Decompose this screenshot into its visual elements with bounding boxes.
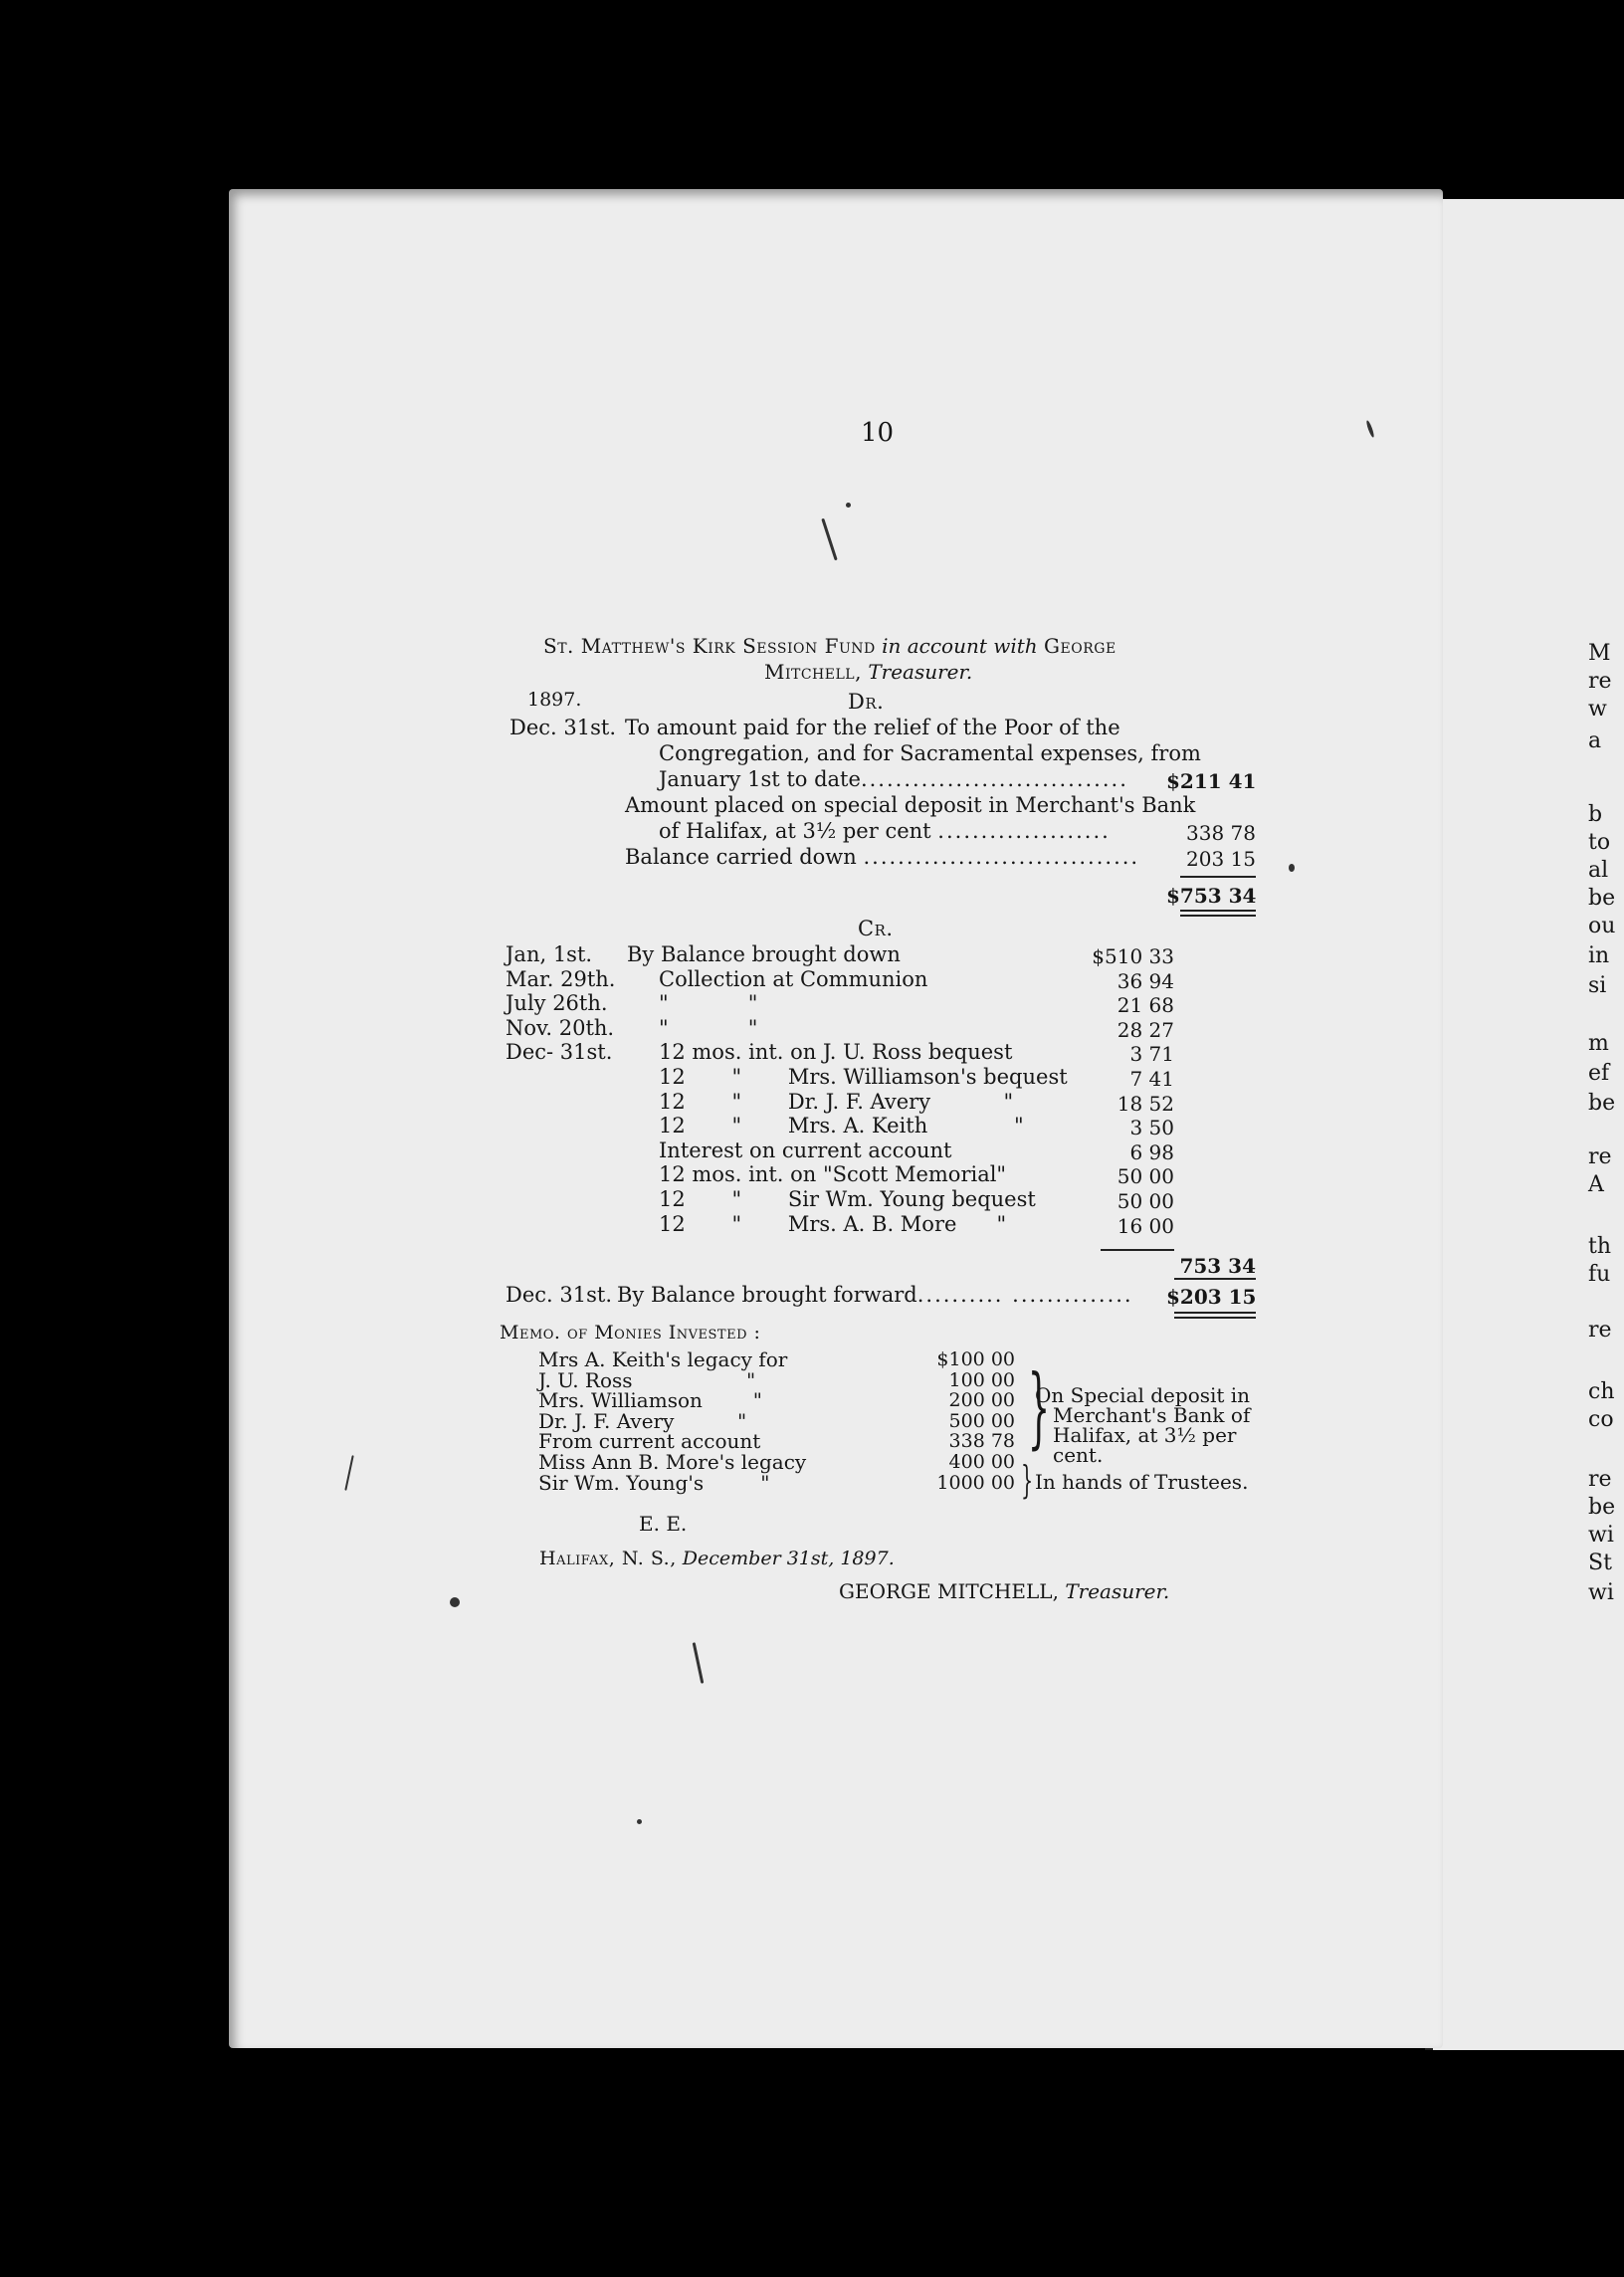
memo-amount: 400 00 — [948, 1451, 1015, 1473]
debit-total: $753 34 — [1166, 884, 1257, 908]
opposite-page-fragment: St — [1588, 1551, 1612, 1575]
debit-line-6: Balance carried down ................................ — [625, 845, 1140, 869]
memo-name: Dr. J. F. Avery " — [538, 1409, 747, 1433]
credit-amount: 7 41 — [1129, 1067, 1174, 1091]
credit-text: 12 " Sir Wm. Young bequest — [659, 1187, 1036, 1211]
opposite-page-fragment: wi — [1588, 1580, 1614, 1605]
opposite-page-fragment: fu — [1588, 1262, 1611, 1287]
memo-heading: Memo. of Monies Invested : — [500, 1322, 761, 1344]
brace-note-1-l4: cent. — [1053, 1443, 1104, 1467]
forward-rule-top — [1174, 1278, 1256, 1280]
credit-text: Collection at Communion — [659, 967, 928, 991]
credit-text: 12 " Mrs. Williamson's bequest — [659, 1065, 1068, 1089]
forward-amount: $203 15 — [1166, 1285, 1257, 1309]
credit-text: 12 mos. int. on J. U. Ross bequest — [659, 1040, 1013, 1064]
credit-rule — [1101, 1249, 1174, 1251]
dr-heading: Dr. — [848, 690, 885, 714]
credit-amount: 3 71 — [1129, 1042, 1174, 1066]
opposite-page-fragment: be — [1588, 1495, 1616, 1520]
credit-date: July 26th. — [506, 991, 608, 1015]
credit-date: Jan, 1st. — [506, 942, 593, 966]
memo-amount: 200 00 — [948, 1389, 1015, 1411]
opposite-page-fragment: m — [1588, 1031, 1609, 1056]
title-line-1: St. Matthew's Kirk Session Fund in account with George — [543, 634, 1116, 658]
forward-date: Dec. 31st. — [506, 1283, 612, 1307]
forward-rule-1 — [1174, 1312, 1256, 1314]
memo-name: Mrs A. Keith's legacy for — [538, 1347, 788, 1371]
memo-name: Sir Wm. Young's " — [538, 1471, 770, 1495]
credit-amount: 50 00 — [1116, 1164, 1174, 1188]
opposite-page-fragment: be — [1588, 1091, 1616, 1116]
memo-name: J. U. Ross " — [538, 1368, 756, 1392]
credit-amount: 28 27 — [1116, 1018, 1174, 1042]
opposite-page-fragment: ch — [1588, 1379, 1615, 1404]
place-date: Halifax, N. S., December 31st, 1897. — [539, 1548, 895, 1569]
credit-text: 12 " Mrs. A. Keith " — [659, 1114, 1024, 1138]
debit-total-rule-2 — [1180, 915, 1256, 917]
credit-amount: 16 00 — [1116, 1214, 1174, 1238]
memo-amount: 500 00 — [948, 1410, 1015, 1432]
brace-note-1-l1: On Special deposit in — [1035, 1383, 1251, 1407]
credit-text: 12 " Dr. J. F. Avery " — [659, 1090, 1014, 1114]
credit-amount: 50 00 — [1116, 1189, 1174, 1213]
signature: GEORGE MITCHELL, Treasurer. — [839, 1579, 1170, 1603]
opposite-page-fragment: re — [1588, 669, 1612, 694]
debit-line-3: January 1st to date............................... — [659, 767, 1128, 791]
memo-brace-1: } — [1027, 1355, 1051, 1458]
credit-amount: 36 94 — [1116, 969, 1174, 993]
credit-date: Nov. 20th. — [506, 1016, 615, 1040]
forward-text: By Balance brought forward.......... .............. — [617, 1283, 1133, 1307]
debit-line-1: To amount paid for the relief of the Poor of the — [625, 716, 1120, 739]
credit-amount: 21 68 — [1116, 993, 1174, 1017]
opposite-page-fragment: b — [1588, 802, 1603, 827]
memo-name: From current account — [538, 1429, 761, 1453]
initials: E. E. — [639, 1512, 688, 1536]
brace-note-2: In hands of Trustees. — [1035, 1470, 1249, 1494]
debit-line-5: of Halifax, at 3½ per cent .................... — [659, 819, 1111, 843]
year: 1897. — [527, 689, 582, 711]
debit-total-rule-1 — [1180, 910, 1256, 912]
opposite-page-fragment: A — [1588, 1172, 1604, 1197]
credit-text: Interest on current account — [659, 1138, 952, 1162]
debit-line-4: Amount placed on special deposit in Merchant's Bank — [625, 793, 1196, 817]
debit-line-2: Congregation, and for Sacramental expenses, from — [659, 741, 1201, 765]
title-line-2: Mitchell, Treasurer. — [764, 660, 973, 684]
credit-text: " " — [659, 991, 758, 1015]
forward-rule-2 — [1174, 1317, 1256, 1319]
opposite-page-fragment: M — [1588, 641, 1611, 666]
opposite-page-fragment: a — [1588, 728, 1602, 753]
cr-heading: Cr. — [858, 917, 894, 940]
memo-amount: 338 78 — [948, 1430, 1015, 1452]
opposite-page-fragment: al — [1588, 858, 1609, 883]
debit-rule — [1180, 876, 1256, 878]
opposite-page-fragment: co — [1588, 1407, 1614, 1432]
brace-note-1-l2: Merchant's Bank of — [1053, 1403, 1251, 1427]
debit-amount-1: $211 41 — [1166, 769, 1257, 793]
credit-text: " " — [659, 1016, 758, 1040]
credit-amount: $510 33 — [1092, 944, 1174, 968]
opposite-page-fragment: in — [1588, 943, 1610, 968]
speck — [450, 1597, 460, 1607]
credit-text: 12 mos. int. on "Scott Memorial" — [659, 1162, 1007, 1186]
speck — [1289, 864, 1295, 872]
memo-amount: 1000 00 — [936, 1472, 1015, 1494]
opposite-page-fragment: w — [1588, 697, 1607, 722]
credit-amount: 6 98 — [1129, 1140, 1174, 1164]
opposite-page-fragment: ou — [1588, 914, 1616, 938]
page-number: 10 — [861, 418, 895, 448]
opposite-page-fragment: wi — [1588, 1523, 1614, 1548]
speck — [846, 503, 851, 508]
memo-amount: $100 00 — [936, 1348, 1015, 1370]
credit-amount: 18 52 — [1116, 1092, 1174, 1116]
credit-date: Mar. 29th. — [506, 967, 616, 991]
opposite-page-fragment: th — [1588, 1234, 1612, 1259]
debit-amount-3: 203 15 — [1186, 847, 1256, 871]
opposite-page-fragment: to — [1588, 830, 1611, 855]
opposite-page-fragment: re — [1588, 1467, 1612, 1492]
opposite-page-fragment: ef — [1588, 1061, 1610, 1086]
memo-amount: 100 00 — [948, 1369, 1015, 1391]
memo-brace-2: } — [1021, 1458, 1034, 1502]
debit-date: Dec. 31st. — [509, 716, 616, 739]
debit-amount-2: 338 78 — [1186, 821, 1256, 845]
opposite-page — [1433, 199, 1624, 2050]
brace-note-1-l3: Halifax, at 3½ per — [1053, 1423, 1237, 1447]
credit-amount: 3 50 — [1129, 1116, 1174, 1139]
opposite-page-fragment: re — [1588, 1318, 1612, 1343]
credit-total: 753 34 — [1179, 1254, 1256, 1278]
opposite-page-fragment: si — [1588, 973, 1607, 998]
credit-date: Dec- 31st. — [506, 1040, 613, 1064]
memo-name: Mrs. Williamson " — [538, 1388, 762, 1412]
opposite-page-fragment: be — [1588, 886, 1616, 911]
speck — [637, 1819, 642, 1824]
memo-name: Miss Ann B. More's legacy — [538, 1450, 807, 1474]
credit-text: 12 " Mrs. A. B. More " — [659, 1212, 1007, 1236]
credit-text: By Balance brought down — [627, 942, 901, 966]
opposite-page-fragment: re — [1588, 1144, 1612, 1169]
